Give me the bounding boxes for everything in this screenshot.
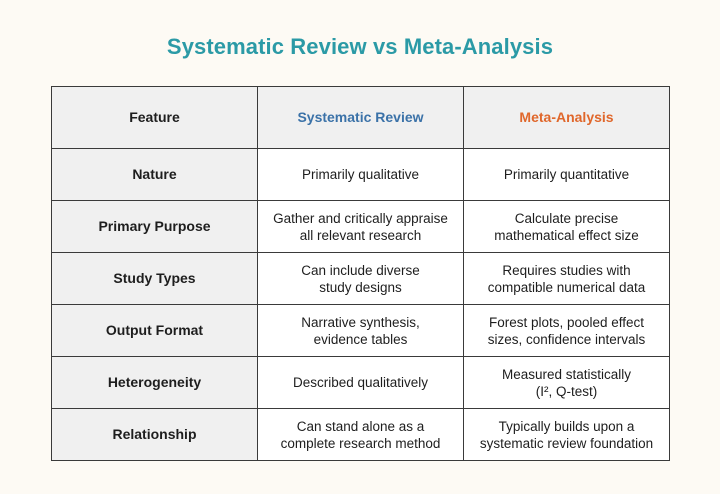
row-systematic-review-cell	[258, 409, 464, 461]
page-title: Systematic Review vs Meta-Analysis	[166, 34, 554, 59]
row-systematic-review-cell	[258, 253, 464, 305]
cell-text: Primarily qualitative	[301, 167, 420, 182]
comparison-table	[51, 86, 670, 461]
header-meta-analysis: Meta-Analysis	[464, 87, 670, 149]
row-systematic-review-cell	[258, 149, 464, 201]
cell-text: Gather and critically appraise all relevant research	[273, 210, 448, 243]
table-row	[52, 149, 670, 201]
cell-text: Measured statistically (I², Q-test)	[501, 366, 632, 399]
row-meta-analysis-cell	[464, 149, 670, 201]
row-feature-label: Primary Purpose	[52, 201, 258, 253]
table-row	[52, 305, 670, 357]
row-systematic-review-cell	[258, 201, 464, 253]
table-row	[52, 357, 670, 409]
cell-text: Forest plots, pooled effect sizes, confidence intervals	[487, 314, 646, 347]
cell-text: Described qualitatively	[292, 375, 429, 390]
cell-text: Requires studies with compatible numerical data	[487, 262, 646, 295]
row-feature-label: Nature	[52, 149, 258, 201]
row-feature-label: Heterogeneity	[52, 357, 258, 409]
row-meta-analysis-cell	[464, 253, 670, 305]
header-feature: Feature	[52, 87, 258, 149]
table-row	[52, 409, 670, 461]
table-row	[52, 253, 670, 305]
cell-text: Calculate precise mathematical effect size	[494, 210, 639, 243]
row-feature-label: Relationship	[52, 409, 258, 461]
row-systematic-review-cell	[258, 357, 464, 409]
cell-text: Primarily quantitative	[503, 167, 630, 182]
cell-text: Typically builds upon a systematic review foundation	[479, 418, 654, 451]
header-systematic-review: Systematic Review	[258, 87, 464, 149]
row-meta-analysis-cell	[464, 409, 670, 461]
table-header-row	[52, 87, 670, 149]
cell-text: Can stand alone as a complete research method	[280, 418, 441, 451]
row-feature-label: Output Format	[52, 305, 258, 357]
cell-text: Narrative synthesis, evidence tables	[301, 314, 420, 347]
row-systematic-review-cell	[258, 305, 464, 357]
row-meta-analysis-cell	[464, 357, 670, 409]
cell-text: Can include diverse study designs	[301, 262, 420, 295]
row-feature-label: Study Types	[52, 253, 258, 305]
table-row	[52, 201, 670, 253]
row-meta-analysis-cell	[464, 201, 670, 253]
row-meta-analysis-cell	[464, 305, 670, 357]
